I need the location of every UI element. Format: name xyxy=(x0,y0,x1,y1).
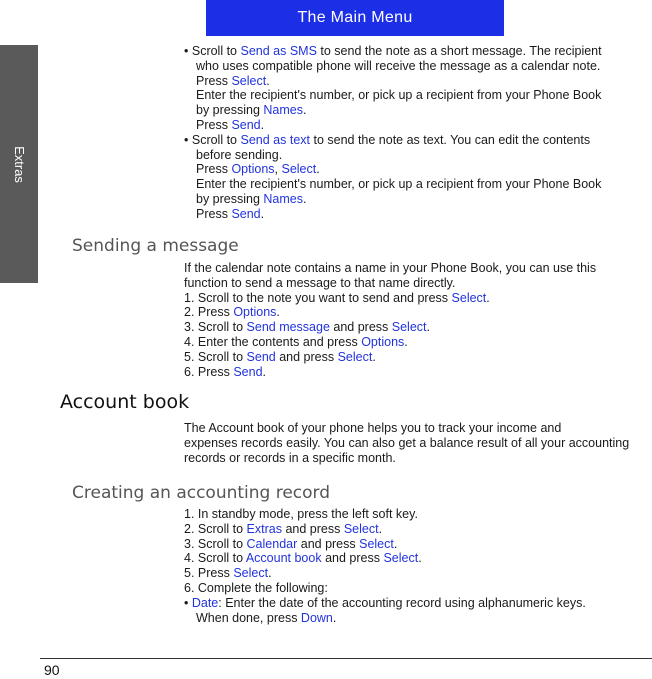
side-tab-label-wrap xyxy=(0,45,38,283)
account-book-block: The Account book of your phone helps you to track your income and expenses records easily. You can also get a balance result of all your accounting records or records in a specific month. xyxy=(184,421,630,465)
send-options-block: • Scroll to Send as SMS to send the note as a short message. The recipient who uses compatible phone will receive the message as a calendar note. Press Select. Enter the recipient's number, or pick up a recipient from your Phone Book by pressing Names. Press Send. • Scroll to Send as text to send the note as text. You can edit the contents before sending. Press Options, Select. Enter the recipient's number, or pick up a recipient from your Phone Book by pressing Names. Press Send. xyxy=(184,44,650,222)
bullet-send-as-text: • Scroll to Send as text to send the note as text. You can edit the contents xyxy=(184,132,591,147)
bullet-send-as-sms: • Scroll to Send as SMS to send the note as a short message. The recipient xyxy=(184,44,602,58)
section-title: The Main Menu xyxy=(297,9,413,26)
sending-message-block: If the calendar note contains a name in your Phone Book, you can use this function to send a message to that name directly. 1. Scroll to the note you want to send and press Select. 2. Press Options. 3. Scroll to Send message and press Select. 4. Enter the contents and press Options. 5. Scroll to Send and press Select. 6. Press Send. xyxy=(184,261,597,379)
page-header-bar xyxy=(206,0,504,36)
footer-divider xyxy=(40,658,652,659)
bullet-date: • Date: Enter the date of the accounting record using alphanumeric keys. xyxy=(184,595,586,610)
link-send-as-sms: Send as SMS xyxy=(240,44,317,58)
heading-creating-record: Creating an accounting record xyxy=(72,483,331,503)
creating-record-block: 1. In standby mode, press the left soft key. 2. Scroll to Extras and press Select. 3. Scroll to Calendar and press Select. 4. Scroll to Account book and press Select. 5. Press Select. 6. Complete the following: • Date: Enter the date of the accounting record using alphanumeric keys. When done, press Down. xyxy=(184,507,650,625)
heading-account-book: Account book xyxy=(60,391,190,413)
heading-sending-message: Sending a message xyxy=(72,236,239,256)
side-tab-label: Extras xyxy=(11,145,27,183)
page-number: 90 xyxy=(44,662,60,678)
link-send-as-text: Send as text xyxy=(240,132,310,147)
